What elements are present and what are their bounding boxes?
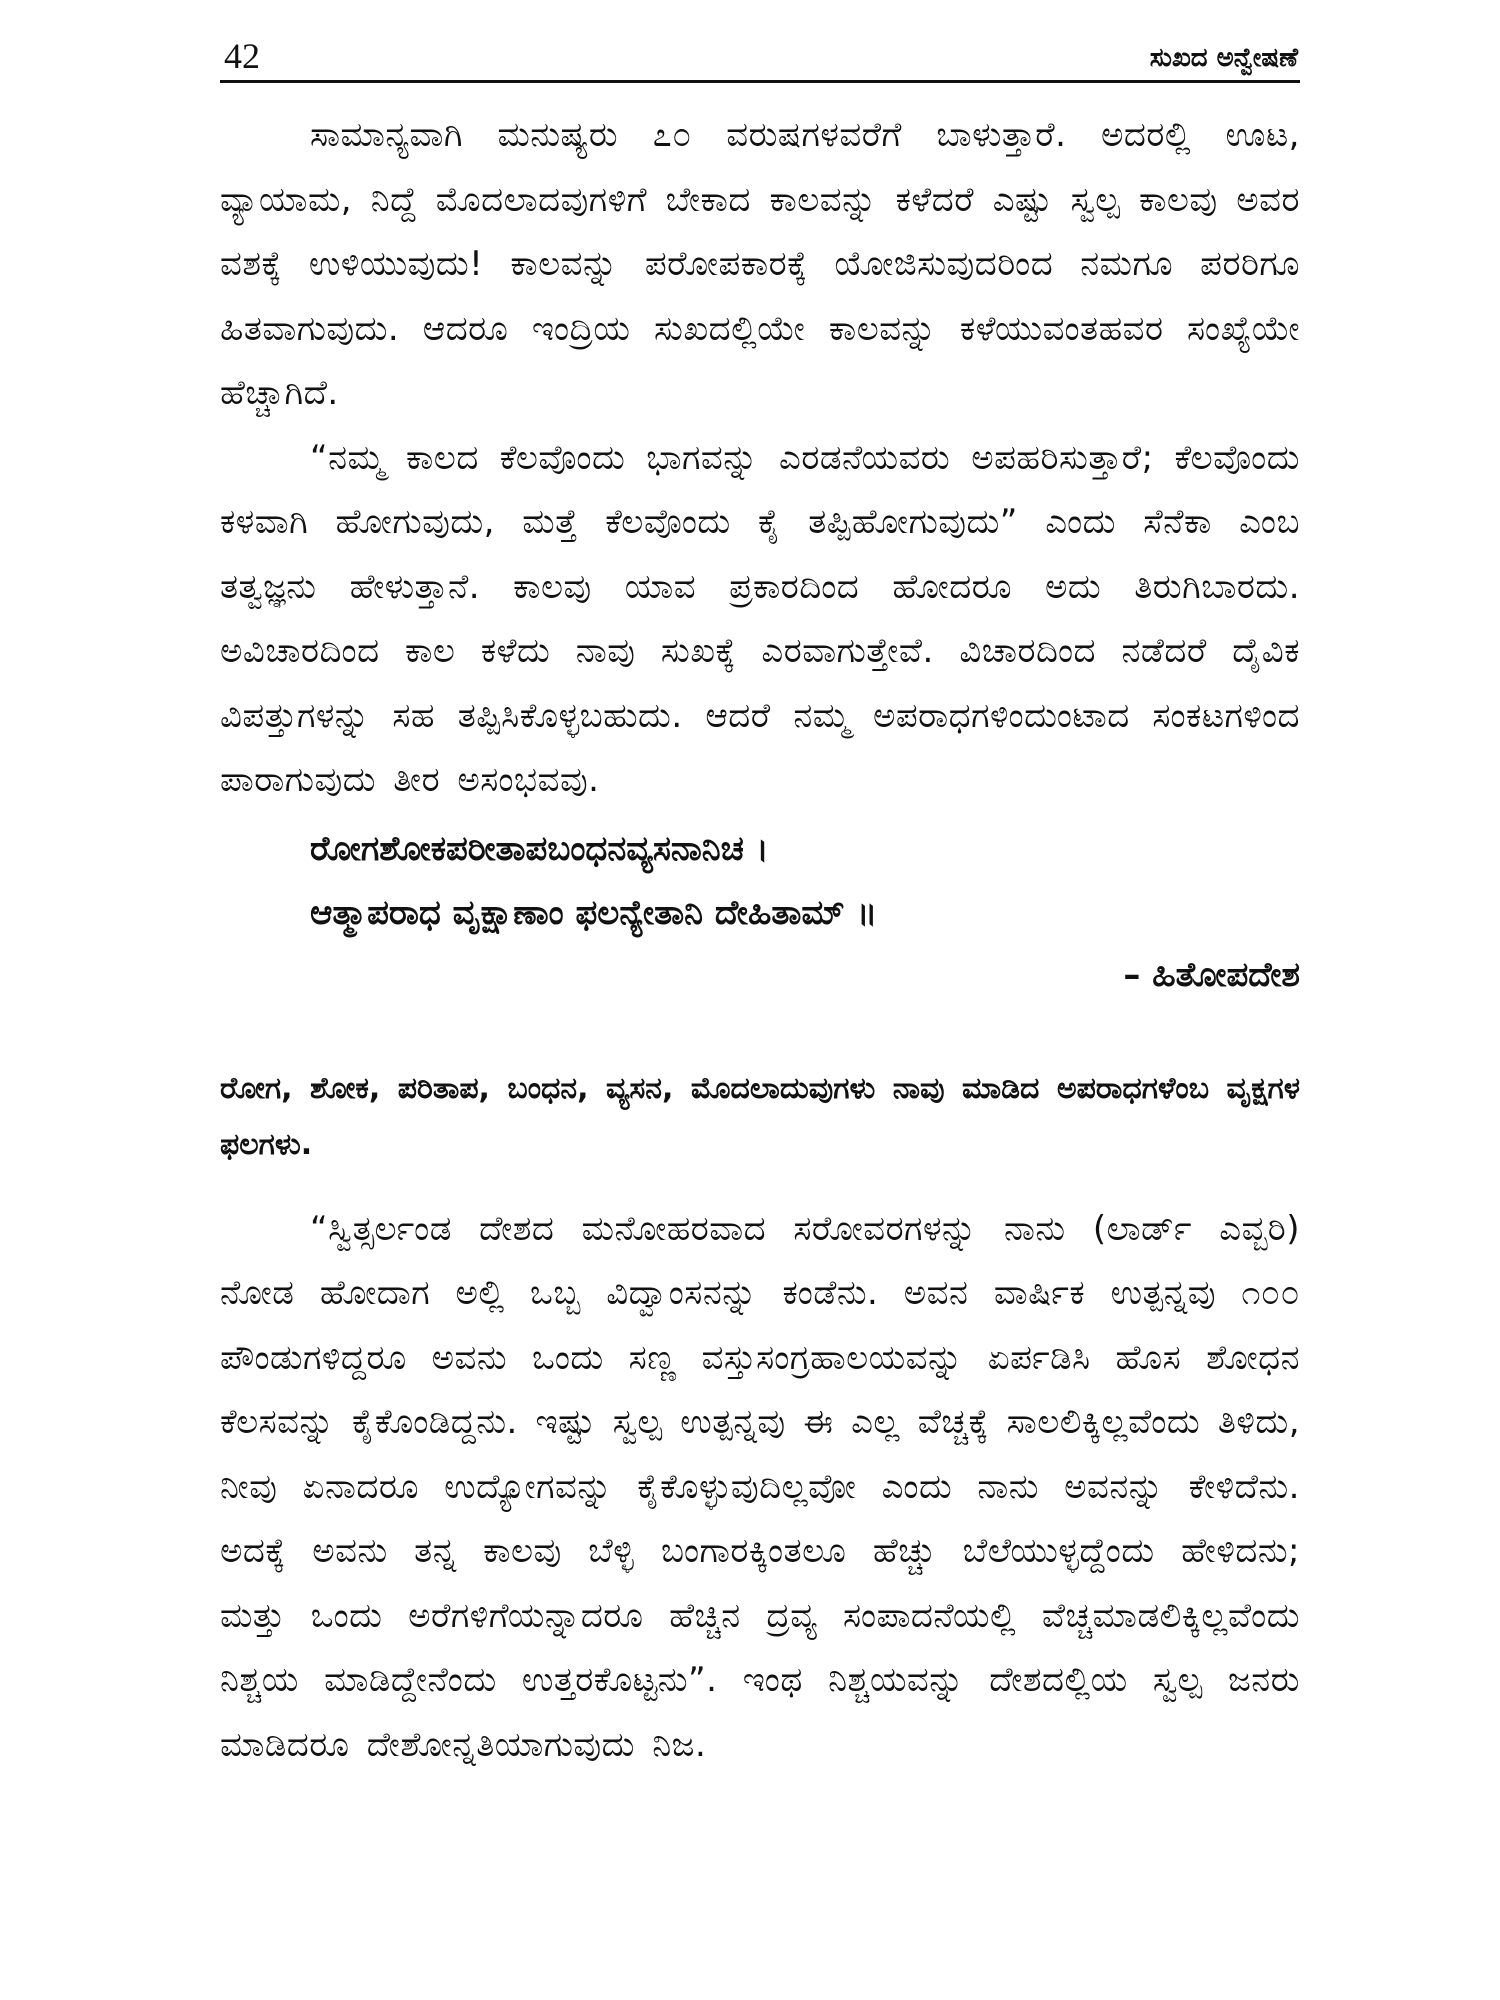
sanskrit-verse [220, 817, 1300, 945]
verse-line-2: ಆತ್ಮಾಪರಾಧ ವೃಕ್ಷಾಣಾಂ ಫಲನ್ಯೇತಾನಿ ದೇಹಿತಾಮ್ ॥ [310, 892, 878, 933]
running-title: ಸುಖದ ಅನ್ವೇಷಣೆ [1149, 43, 1298, 73]
paragraph-lord-avebury: “ಸ್ವಿತ್ಸರ್ಲಂಡ ದೇಶದ ಮನೋಹರವಾದ ಸರೋವರಗಳನ್ನು ನಾನು (ಲಾರ್ಡ್ ಎವ್ಬರಿ) ನೋಡ ಹೋದಾಗ ಅಲ್ಲಿ ಒಬ್ಬ ವಿದ್ವಾಂಸನನ್ನು ಕಂಡೆನು. ಅವನ ವಾರ್ಷಿಕ ಉತ್ಪನ್ನವು ೧೦೦ ಪೌಂಡುಗಳಿದ್ದರೂ ಅವನು ಒಂದು ಸಣ್ಣ ವಸ್ತುಸಂಗ್ರಹಾಲಯವನ್ನು ಏರ್ಪಡಿಸಿ ಹೊಸ ಶೋಧನ ಕೆಲಸವನ್ನು ಕೈಕೊಂಡಿದ್ದನು. ಇಷ್ಟು ಸ್ವಲ್ಪ ಉತ್ಪನ್ನವು ಈ ಎಲ್ಲ ವೆಚ್ಚಕ್ಕೆ ಸಾಲಲಿಕ್ಕಿಲ್ಲವೆಂದು ತಿಳಿದು, ನೀವು ಏನಾದರೂ ಉದ್ಯೋಗವನ್ನು ಕೈಕೊಳ್ಳುವುದಿಲ್ಲವೋ ಎಂದು ನಾನು ಅವನನ್ನು ಕೇಳಿದೆನು. ಅದಕ್ಕೆ ಅವನು ತನ್ನ ಕಾಲವು ಬೆಳ್ಳಿ ಬಂಗಾರಕ್ಕಿಂತಲೂ ಹೆಚ್ಚು ಬೆಲೆಯುಳ್ಳದ್ದೆಂದು ಹೇಳಿದನು; ಮತ್ತು ಒಂದು ಅರೆಗಳಿಗೆಯನ್ನಾದರೂ ಹೆಚ್ಚಿನ ದ್ರವ್ಯ ಸಂಪಾದನೆಯಲ್ಲಿ ವೆಚ್ಚಮಾಡಲಿಕ್ಕಿಲ್ಲವೆಂದು ನಿಶ್ಚಯ ಮಾಡಿದ್ದೇನೆಂದು ಉತ್ತರಕೊಟ್ಟನು”. ಇಂಥ ನಿಶ್ಚಯವನ್ನು ದೇಶದಲ್ಲಿಯ ಸ್ವಲ್ಪ ಜನರು ಮಾಡಿದರೂ ದೇಶೋನ್ನತಿಯಾಗುವುದು ನಿಜ. [220, 1208, 1300, 1765]
page-number: 42 [224, 36, 260, 76]
verse-meaning: ರೋಗ, ಶೋಕ, ಪರಿತಾಪ, ಬಂಧನ, ವ್ಯಸನ, ಮೊದಲಾದುವುಗಳು ನಾವು ಮಾಡಿದ ಅಪರಾಧಗಳೆಂಬ ವೃಕ್ಷಗಳ ಫಲಗಳು. [220, 1070, 1300, 1162]
verse-source: – ಹಿತೋಪದೇಶ [1123, 954, 1300, 995]
page-header [220, 30, 1300, 83]
verse-line-1: ರೋಗಶೋಕಪರೀತಾಪಬಂಧನವ್ಯಸನಾನಿಚ । [310, 828, 769, 869]
paragraph-lifespan: ಸಾಮಾನ್ಯವಾಗಿ ಮನುಷ್ಯರು ೭೦ ವರುಷಗಳವರೆಗೆ ಬಾಳುತ್ತಾರೆ. ಅದರಲ್ಲಿ ಊಟ, ವ್ಯಾಯಾಮ, ನಿದ್ದೆ ಮೊದಲಾದವುಗಳಿಗೆ ಬೇಕಾದ ಕಾಲವನ್ನು ಕಳೆದರೆ ಎಷ್ಟು ಸ್ವಲ್ಪ ಕಾಲವು ಅವರ ವಶಕ್ಕೆ ಉಳಿಯುವುದು! ಕಾಲವನ್ನು ಪರೋಪಕಾರಕ್ಕೆ ಯೋಜಿಸುವುದರಿಂದ ನಮಗೂ ಪರರಿಗೂ ಹಿತವಾಗುವುದು. ಆದರೂ ಇಂದ್ರಿಯ ಸುಖದಲ್ಲಿಯೇ ಕಾಲವನ್ನು ಕಳೆಯುವಂತಹವರ ಸಂಖ್ಯೆಯೇ ಹೆಚ್ಚಾಗಿದೆ. [220, 115, 1300, 413]
book-page [220, 30, 1300, 1970]
paragraph-seneca-quote: “ನಮ್ಮ ಕಾಲದ ಕೆಲವೊಂದು ಭಾಗವನ್ನು ಎರಡನೆಯವರು ಅಪಹರಿಸುತ್ತಾರೆ; ಕೆಲವೊಂದು ಕಳವಾಗಿ ಹೋಗುವುದು, ಮತ್ತೆ ಕೆಲವೊಂದು ಕೈ ತಪ್ಪಿಹೋಗುವುದು” ಎಂದು ಸೆನೆಕಾ ಎಂಬ ತತ್ವಜ್ಞನು ಹೇಳುತ್ತಾನೆ. ಕಾಲವು ಯಾವ ಪ್ರಕಾರದಿಂದ ಹೋದರೂ ಅದು ತಿರುಗಿಬಾರದು. ಅವಿಚಾರದಿಂದ ಕಾಲ ಕಳೆದು ನಾವು ಸುಖಕ್ಕೆ ಎರವಾಗುತ್ತೇವೆ. ವಿಚಾರದಿಂದ ನಡೆದರೆ ದೈವಿಕ ವಿಪತ್ತುಗಳನ್ನು ಸಹ ತಪ್ಪಿಸಿಕೊಳ್ಳಬಹುದು. ಆದರೆ ನಮ್ಮ ಅಪರಾಧಗಳಿಂದುಂಟಾದ ಸಂಕಟಗಳಿಂದ ಪಾರಾಗುವುದು ತೀರ ಅಸಂಭವವು. [220, 437, 1300, 800]
